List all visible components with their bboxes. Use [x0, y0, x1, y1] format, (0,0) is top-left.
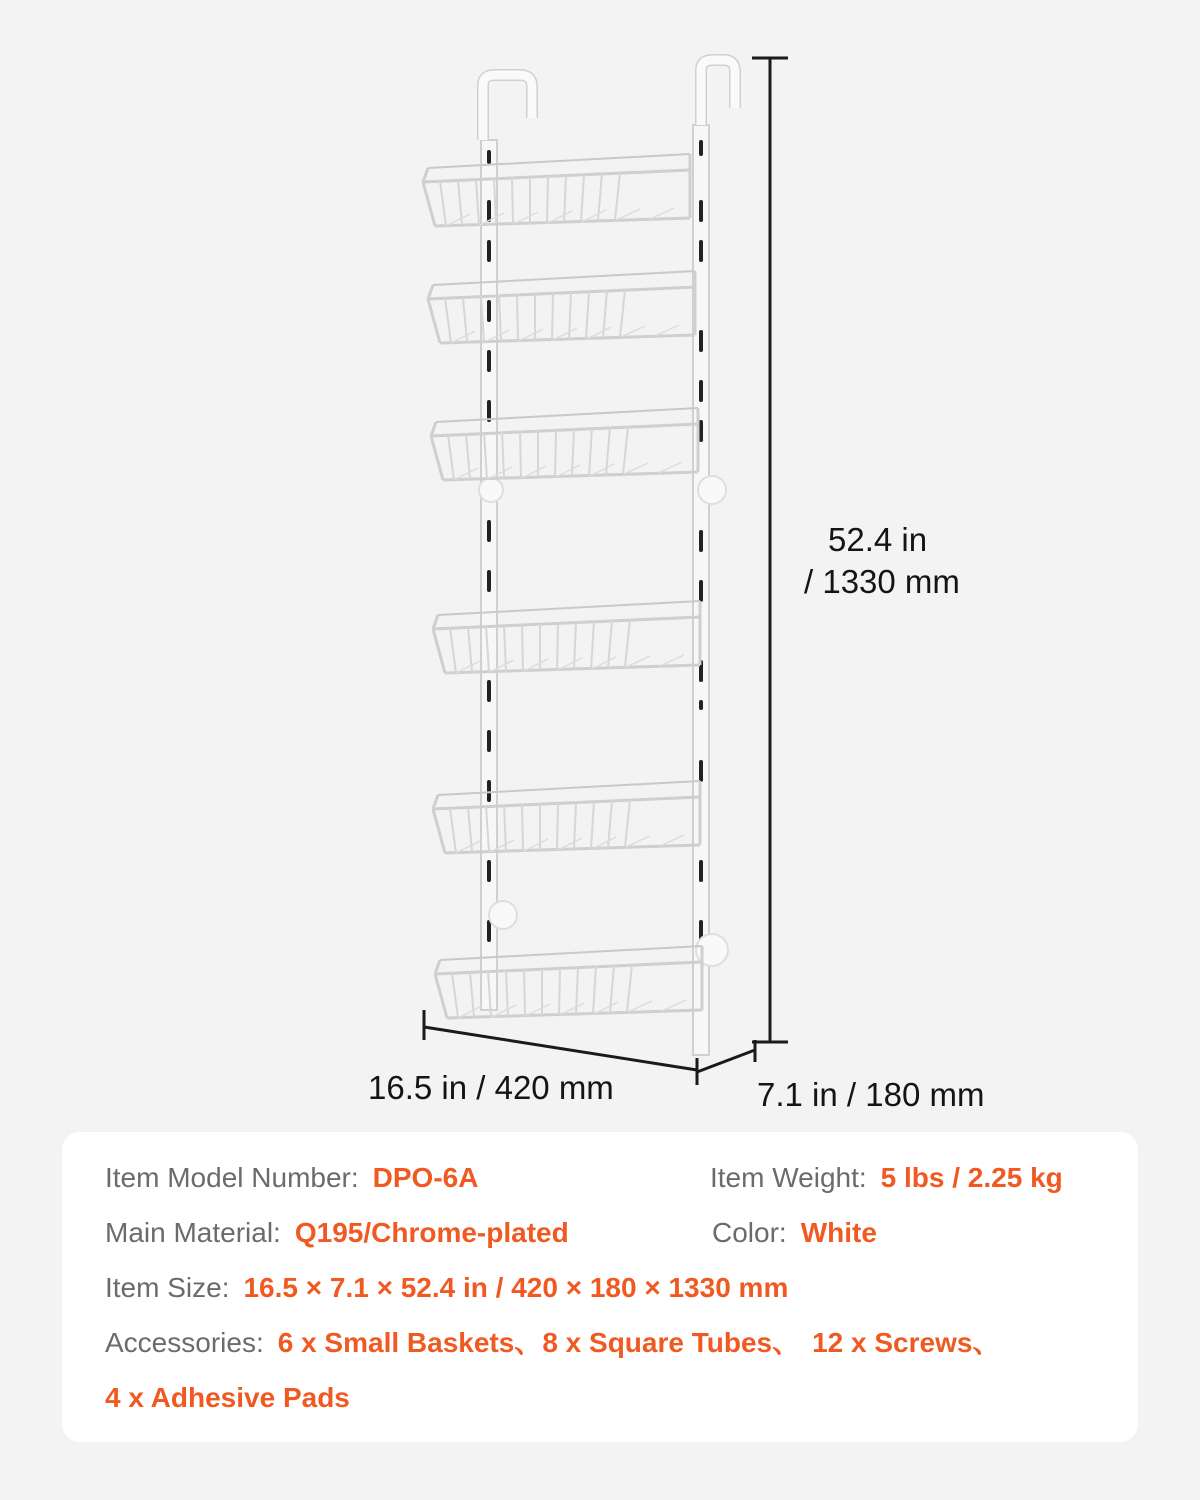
- spec-color-value: White: [800, 1217, 877, 1248]
- spec-model-value: DPO-6A: [372, 1162, 479, 1193]
- height-label-mm: / 1330 mm: [804, 563, 960, 600]
- width-label: 16.5 in / 420 mm: [368, 1069, 614, 1106]
- spec-weight: [710, 1161, 1063, 1195]
- left-rail: [481, 140, 497, 1010]
- depth-label: 7.1 in / 180 mm: [757, 1076, 985, 1113]
- accessory-item: 6 x Small Baskets、: [277, 1327, 543, 1358]
- spec-weight-label: Item Weight:: [710, 1162, 867, 1193]
- accessory-item: 4 x Adhesive Pads: [105, 1382, 350, 1413]
- adhesive-pads: [479, 476, 728, 966]
- right-rail: [693, 125, 709, 1055]
- accessory-item: 8 x Square Tubes、: [542, 1327, 801, 1358]
- spec-model: [105, 1161, 478, 1195]
- spec-model-label: Item Model Number:: [105, 1162, 359, 1193]
- accessory-item: 12 x Screws、: [812, 1327, 1001, 1358]
- spec-material-value: Q195/Chrome-plated: [294, 1217, 569, 1248]
- spec-weight-value: 5 lbs / 2.25 kg: [880, 1162, 1063, 1193]
- baskets: [423, 154, 702, 1018]
- spec-material-label: Main Material:: [105, 1217, 281, 1248]
- door-hook-right: [701, 60, 735, 125]
- spec-accessories: [105, 1326, 1000, 1360]
- spec-size-value: 16.5 × 7.1 × 52.4 in / 420 × 180 × 1330 mm: [243, 1272, 789, 1303]
- spec-size-label: Item Size:: [105, 1272, 230, 1303]
- door-hook-left: [483, 75, 532, 140]
- height-dimension-line: [752, 58, 788, 1042]
- spec-accessories-continued: [105, 1381, 350, 1415]
- spec-material: [105, 1216, 569, 1250]
- spec-color-label: Color:: [712, 1217, 787, 1248]
- spec-size: [105, 1271, 788, 1305]
- spec-accessories-label: Accessories:: [105, 1327, 264, 1358]
- spec-color: [712, 1216, 877, 1250]
- height-label-inches: 52.4 in: [828, 521, 928, 558]
- specs-card: [62, 1132, 1138, 1442]
